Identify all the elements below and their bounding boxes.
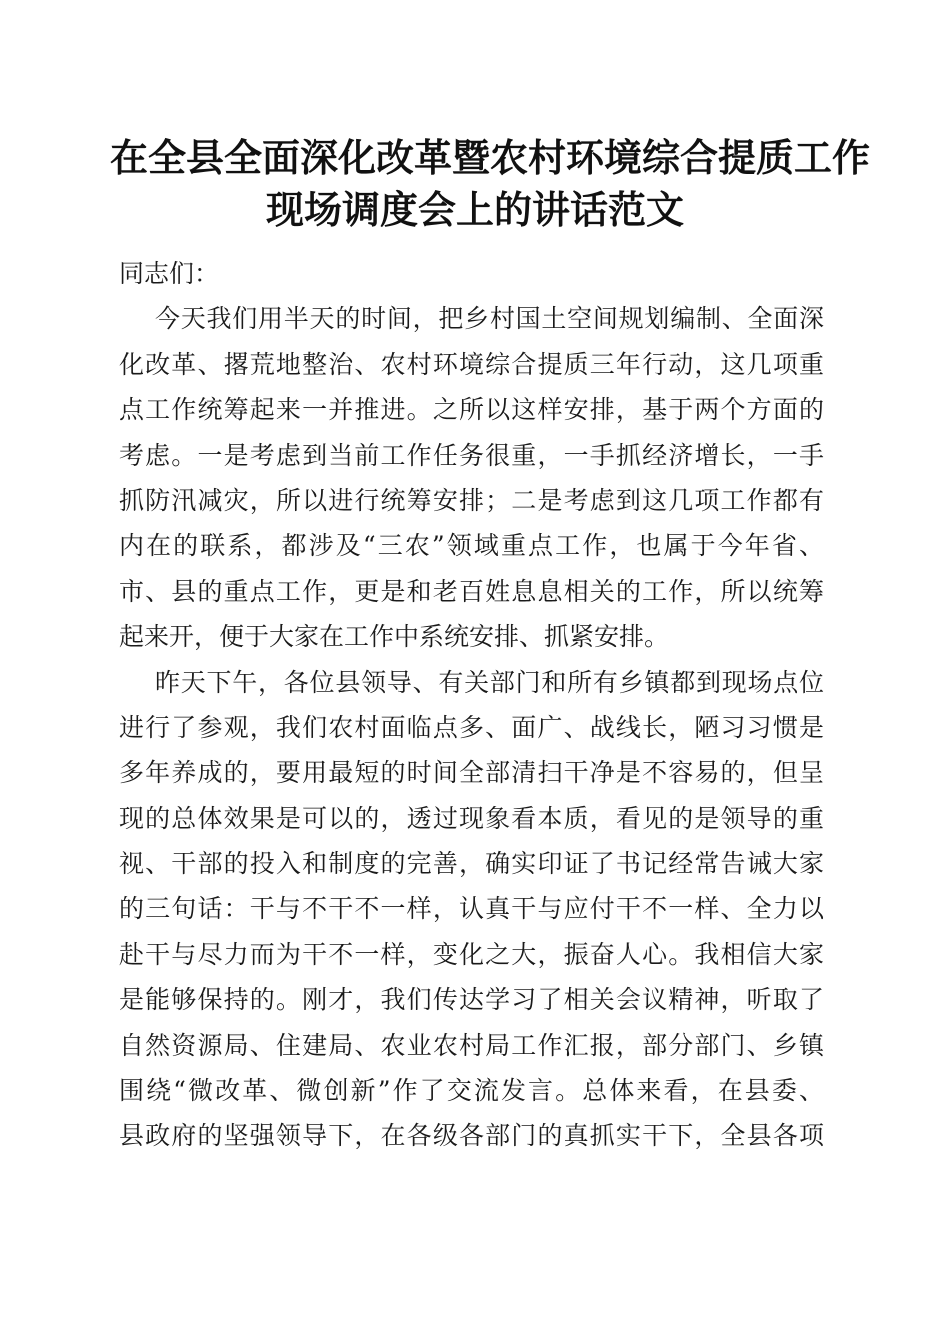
paragraph-line: 视、干部的投入和制度的完善，确实印证了书记经常告诫大家: [119, 849, 824, 879]
paragraph-line: 点工作统筹起来一并推进。之所以这样安排，基于两个方面的: [119, 395, 824, 425]
paragraph-line: 进行了参观，我们农村面临点多、面广、战线长，陋习习惯是: [119, 712, 824, 742]
paragraph-line: 今天我们用半天的时间，把乡村国土空间规划编制、全面深: [155, 304, 824, 334]
paragraph-line: 内在的联系，都涉及“三农”领域重点工作，也属于今年省、: [119, 531, 824, 561]
paragraph-line: 县政府的坚强领导下，在各级各部门的真抓实干下，全县各项: [119, 1121, 824, 1151]
paragraph-line: 昨天下午，各位县领导、有关部门和所有乡镇都到现场点位: [155, 667, 824, 697]
paragraph-line: 围绕“微改革、微创新”作了交流发言。总体来看，在县委、: [119, 1076, 824, 1106]
paragraph-line: 现的总体效果是可以的，透过现象看本质，看见的是领导的重: [119, 803, 824, 833]
title-line-2: 现场调度会上的讲话范文: [265, 187, 684, 232]
paragraph-line: 的三句话：干与不干不一样，认真干与应付干不一样、全力以: [119, 894, 824, 924]
paragraph-line: 赴干与尽力而为干不一样，变化之大，振奋人心。我相信大家: [119, 939, 824, 969]
paragraph-line: 抓防汛减灾，所以进行统筹安排；二是考虑到这几项工作都有: [119, 485, 824, 515]
paragraph-line: 起来开，便于大家在工作中系统安排、抓紧安排。: [119, 622, 670, 652]
title-line-1: 在全县全面深化改革暨农村环境综合提质工作: [110, 135, 871, 180]
paragraph-line: 自然资源局、住建局、农业农村局工作汇报，部分部门、乡镇: [119, 1030, 824, 1060]
greeting: 同志们：: [119, 259, 220, 288]
paragraph-line: 市、县的重点工作，更是和老百姓息息相关的工作，所以统筹: [119, 576, 824, 606]
document-title: [110, 132, 871, 236]
paragraph-line: 是能够保持的。刚才，我们传达学习了相关会议精神，听取了: [119, 985, 824, 1015]
paragraph-line: 考虑。一是考虑到当前工作任务很重，一手抓经济增长，一手: [119, 440, 824, 470]
paragraph-1: [119, 296, 824, 659]
paragraph-2: [119, 660, 824, 1159]
paragraph-line: 化改革、撂荒地整治、农村环境综合提质三年行动，这几项重: [119, 349, 824, 379]
paragraph-line: 多年养成的，要用最短的时间全部清扫干净是不容易的，但呈: [119, 758, 824, 788]
document-body: [119, 251, 824, 1159]
